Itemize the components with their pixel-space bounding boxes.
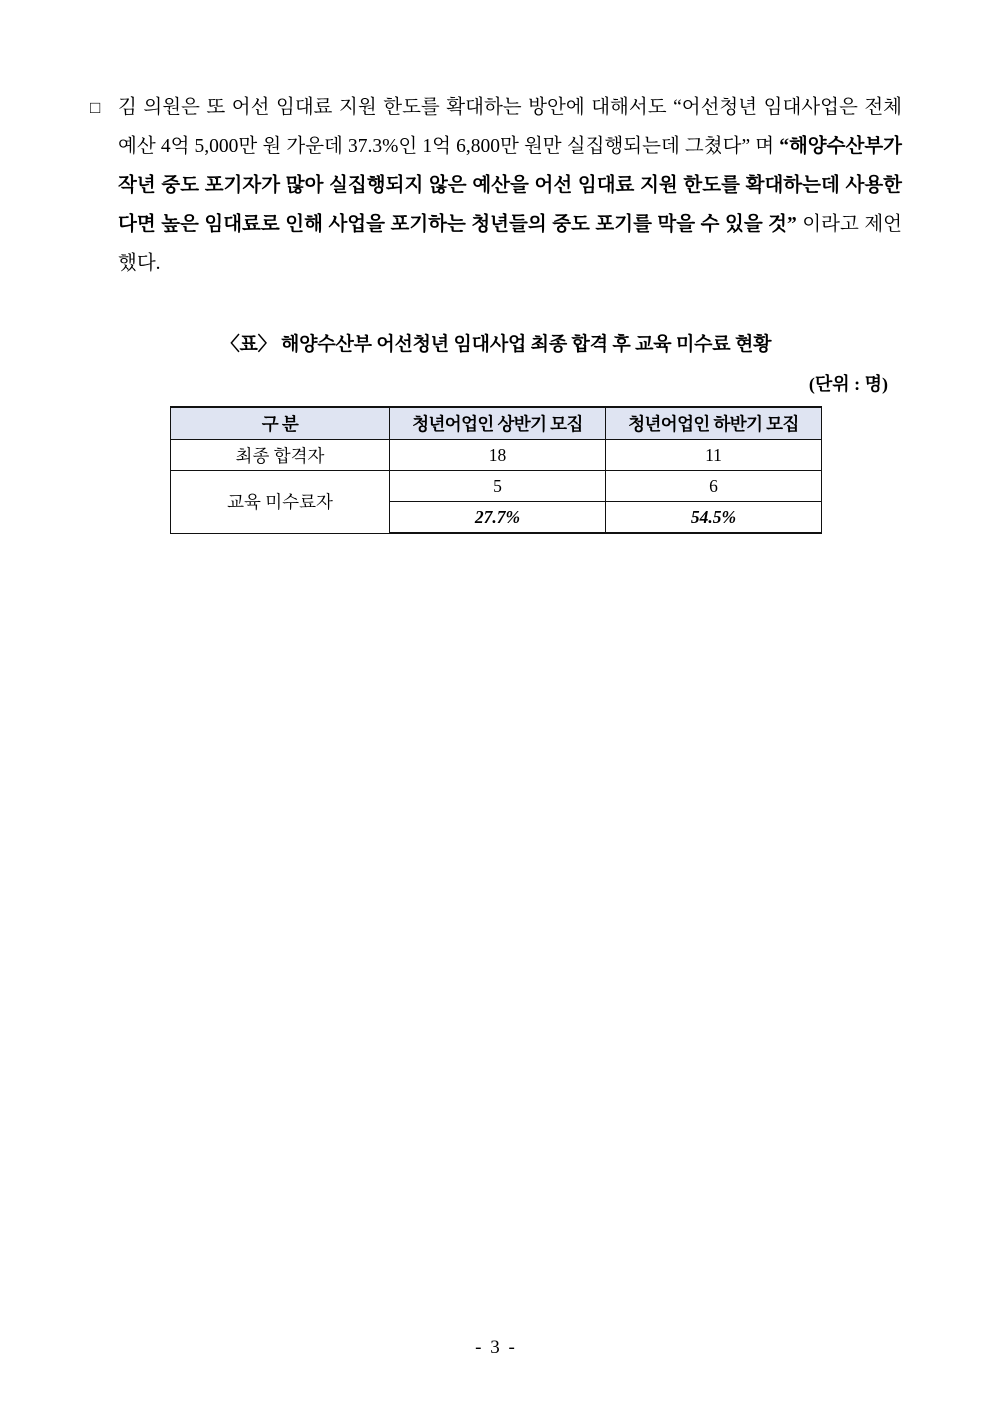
cell-non-completion-rate-second-half: 54.5% (606, 502, 822, 534)
row-label-non-completers: 교육 미수료자 (171, 471, 390, 534)
table-caption: 〈표〉 해양수산부 어선청년 임대사업 최종 합격 후 교육 미수료 현황 (220, 334, 772, 355)
cell-non-completers-first-half: 5 (390, 471, 606, 502)
education-incompletion-table (170, 406, 822, 534)
paragraph-text (118, 88, 902, 283)
paragraph-segment-3: 이라고 제언했다. (118, 214, 902, 274)
paragraph-segment-2-quote: “해양수산부가 작년 중도 포기자가 많아 실집행되지 않은 예산을 어선 임대료 지원 한도를 확대하는데 사용한다면 높은 임대료로 인해 사업을 포기하는 청년들의 중도 포기를 막을 수 있을 것” (118, 136, 902, 235)
table-header-row (171, 407, 822, 440)
paragraph-bullet-icon: □ (90, 98, 101, 117)
page-number: - 3 - (475, 1337, 517, 1358)
table-header-first-half: 청년어업인 상반기 모집 (390, 407, 606, 440)
table-header-second-half: 청년어업인 하반기 모집 (606, 407, 822, 440)
table-row (171, 440, 822, 471)
table-row (171, 471, 822, 502)
cell-non-completion-rate-first-half: 27.7% (390, 502, 606, 534)
cell-non-completers-second-half: 6 (606, 471, 822, 502)
cell-final-passers-second-half: 11 (606, 440, 822, 471)
paragraph-segment-1: 김 의원은 또 어선 임대료 지원 한도를 확대하는 방안에 대해서도 “어선청년 임대사업은 전체 예산 4억 5,000만 원 가운데 37.3%인 1억 6,800만 원만 실집행되는데 그쳤다” 며 (118, 97, 902, 157)
row-label-final-passers: 최종 합격자 (171, 440, 390, 471)
table-body (171, 440, 822, 534)
table-unit-note: (단위 : 명) (808, 374, 888, 394)
table-container (90, 406, 902, 534)
table-header-division: 구 분 (171, 407, 390, 440)
cell-final-passers-first-half: 18 (390, 440, 606, 471)
body-paragraph (90, 88, 902, 283)
table-head (171, 407, 822, 440)
